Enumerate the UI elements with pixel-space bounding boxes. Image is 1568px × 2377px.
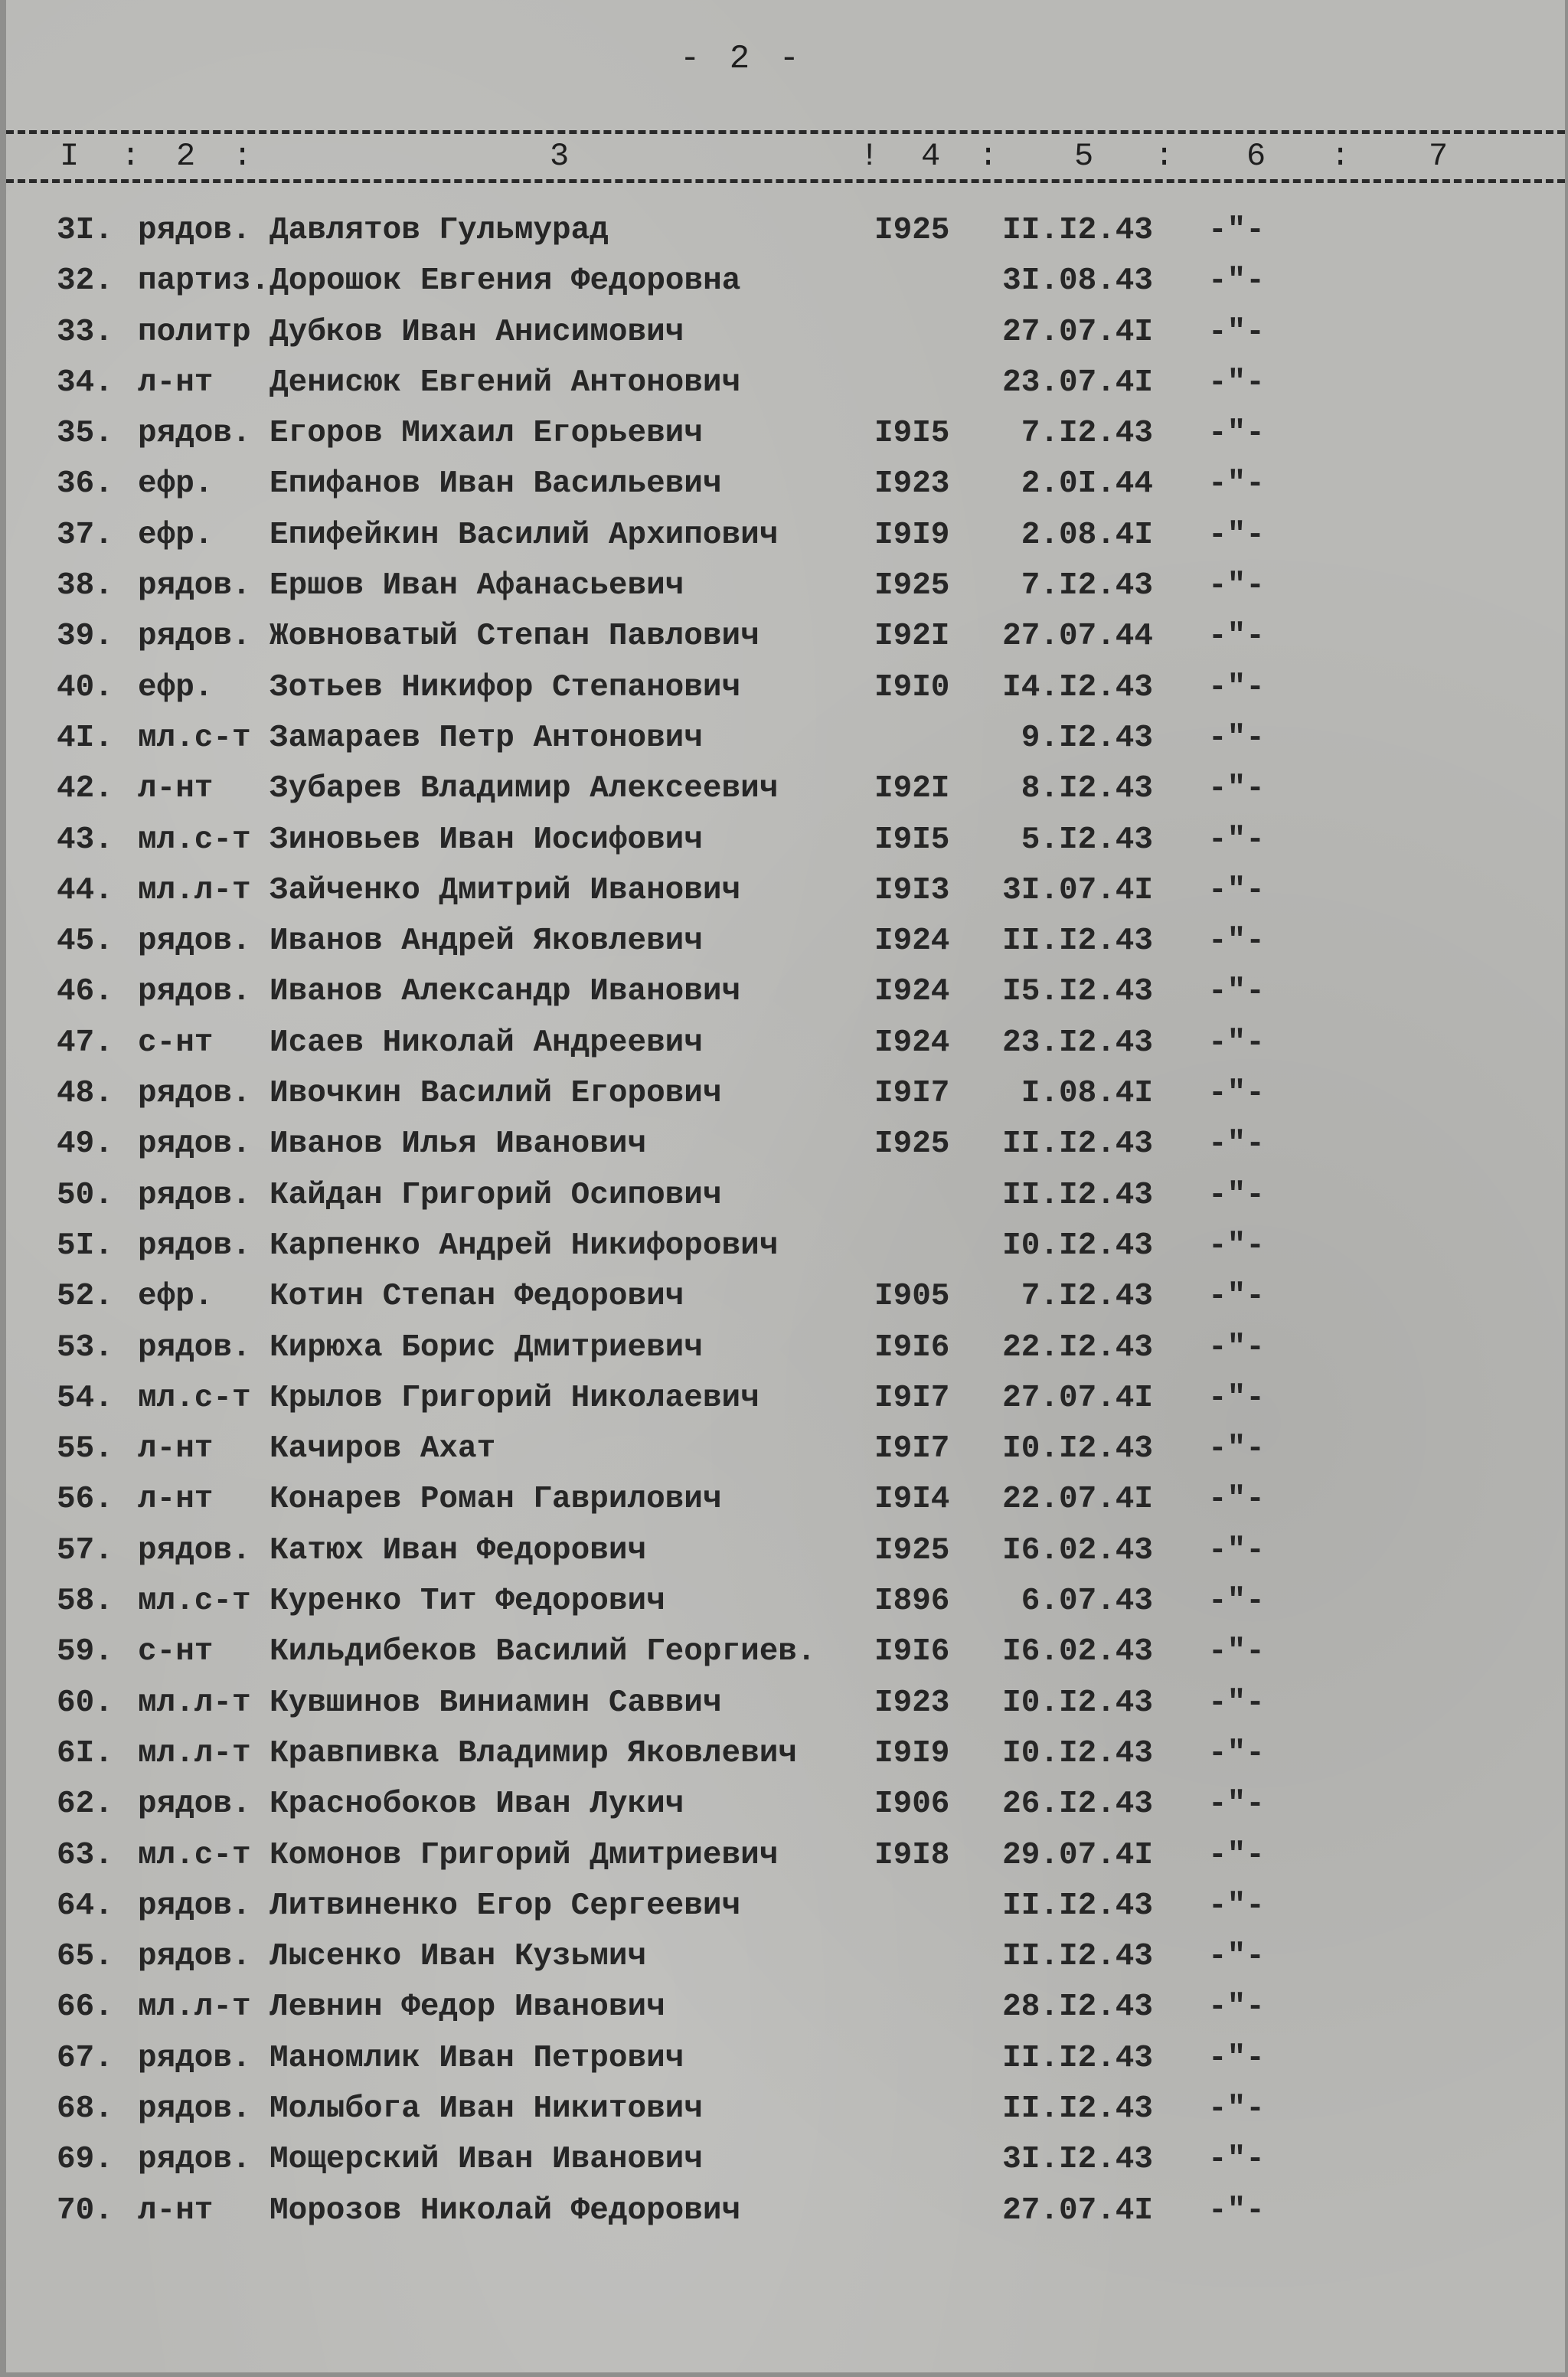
ditto-mark: -"-	[1208, 466, 1265, 502]
row-number: 59.	[57, 1634, 113, 1670]
date: 23.07.4I	[1002, 365, 1153, 401]
row-number: 52.	[57, 1279, 113, 1315]
full-name: Ершов Иван Афанасьевич	[270, 568, 684, 604]
military-rank: мл.с-т	[138, 1380, 251, 1416]
birth-year: I925	[874, 568, 950, 604]
row-number: 68.	[57, 2091, 113, 2127]
row-number: 69.	[57, 2142, 113, 2178]
table-row	[6, 1424, 1565, 1474]
ditto-mark: -"-	[1208, 263, 1265, 299]
row-number: 63.	[57, 1837, 113, 1873]
ditto-mark: -"-	[1208, 1329, 1265, 1365]
full-name: Морозов Николай Федорович	[270, 2192, 741, 2228]
row-number: 43.	[57, 822, 113, 858]
header-col-7: 7	[1429, 138, 1449, 175]
date: II.I2.43	[1002, 213, 1153, 248]
full-name: Зиновьев Иван Иосифович	[270, 822, 703, 858]
header-col-5: 5	[1074, 138, 1094, 175]
birth-year: I92I	[874, 771, 950, 807]
military-rank: ефр.	[138, 517, 214, 553]
table-row	[6, 307, 1565, 358]
full-name: Давлятов Гульмурад	[270, 213, 609, 248]
military-rank: рядов.	[138, 1888, 251, 1924]
header-col-3: 3	[550, 138, 570, 175]
birth-year: I925	[874, 1532, 950, 1568]
table-top-rule	[6, 130, 1565, 134]
table-row	[6, 1323, 1565, 1373]
table-row	[6, 713, 1565, 763]
date: 23.I2.43	[1002, 1025, 1153, 1061]
table-header-rule	[6, 179, 1565, 183]
military-rank: мл.с-т	[138, 822, 251, 858]
birth-year: I924	[874, 924, 950, 960]
table-row	[6, 916, 1565, 966]
table-row	[6, 408, 1565, 459]
header-col-4: 4	[921, 138, 941, 175]
ditto-mark: -"-	[1208, 416, 1265, 452]
header-col-1: I	[60, 138, 80, 175]
row-number: 56.	[57, 1482, 113, 1518]
table-row	[6, 966, 1565, 1017]
date: 3I.08.43	[1002, 263, 1153, 299]
table-row	[6, 815, 1565, 865]
row-number: 42.	[57, 771, 113, 807]
military-rank: рядов.	[138, 1939, 251, 1975]
birth-year: I9I7	[874, 1431, 950, 1467]
ditto-mark: -"-	[1208, 1025, 1265, 1061]
date: I0.I2.43	[1002, 1735, 1153, 1771]
ditto-mark: -"-	[1208, 2040, 1265, 2076]
military-rank: рядов.	[138, 1532, 251, 1568]
full-name: Конарев Роман Гаврилович	[270, 1482, 722, 1518]
row-number: 44.	[57, 872, 113, 908]
full-name: Зотьев Никифор Степанович	[270, 669, 741, 705]
row-number: 45.	[57, 924, 113, 960]
military-rank: мл.с-т	[138, 1837, 251, 1873]
military-rank: рядов.	[138, 2142, 251, 2178]
military-rank: л-нт	[138, 365, 214, 401]
ditto-mark: -"-	[1208, 1532, 1265, 1568]
birth-year: I9I5	[874, 822, 950, 858]
military-rank: мл.л-т	[138, 1990, 251, 2026]
birth-year: I924	[874, 974, 950, 1010]
full-name: Егоров Михаил Егорьевич	[270, 416, 703, 452]
date: 27.07.4I	[1002, 1380, 1153, 1416]
row-number: 49.	[57, 1126, 113, 1162]
military-rank: мл.л-т	[138, 872, 251, 908]
header-sep: :	[121, 138, 141, 175]
ditto-mark: -"-	[1208, 872, 1265, 908]
table-row	[6, 1627, 1565, 1677]
military-rank: л-нт	[138, 1482, 214, 1518]
row-number: 64.	[57, 1888, 113, 1924]
row-number: 3I.	[57, 213, 113, 248]
birth-year: I9I8	[874, 1837, 950, 1873]
table-row	[6, 1119, 1565, 1169]
full-name: Иванов Андрей Яковлевич	[270, 924, 703, 960]
date: I6.02.43	[1002, 1532, 1153, 1568]
date: 2.0I.44	[1021, 466, 1153, 502]
full-name: Дорошок Евгения Федоровна	[270, 263, 741, 299]
table-row	[6, 1779, 1565, 1829]
row-number: 55.	[57, 1431, 113, 1467]
military-rank: рядов.	[138, 619, 251, 655]
birth-year: I924	[874, 1025, 950, 1061]
date: 8.I2.43	[1021, 771, 1153, 807]
date: 27.07.4I	[1002, 314, 1153, 350]
full-name: Кирюха Борис Дмитриевич	[270, 1329, 703, 1365]
full-name: Зубарев Владимир Алексеевич	[270, 771, 779, 807]
birth-year: I9I3	[874, 872, 950, 908]
date: I5.I2.43	[1002, 974, 1153, 1010]
birth-year: I925	[874, 1126, 950, 1162]
date: I6.02.43	[1002, 1634, 1153, 1670]
full-name: Мощерский Иван Иванович	[270, 2142, 703, 2178]
table-row	[6, 1728, 1565, 1779]
military-rank: рядов.	[138, 416, 251, 452]
ditto-mark: -"-	[1208, 771, 1265, 807]
full-name: Епифейкин Василий Архипович	[270, 517, 779, 553]
table-row	[6, 358, 1565, 408]
ditto-mark: -"-	[1208, 720, 1265, 756]
military-rank: рядов.	[138, 1329, 251, 1365]
row-number: 66.	[57, 1990, 113, 2026]
date: II.I2.43	[1002, 1888, 1153, 1924]
table-row	[6, 2084, 1565, 2134]
birth-year: I923	[874, 466, 950, 502]
date: 7.I2.43	[1021, 1279, 1153, 1315]
date: II.I2.43	[1002, 1126, 1153, 1162]
table-row	[6, 1931, 1565, 1982]
full-name: Комонов Григорий Дмитриевич	[270, 1837, 779, 1873]
table-row	[6, 561, 1565, 611]
full-name: Маномлик Иван Петрович	[270, 2040, 684, 2076]
row-number: 37.	[57, 517, 113, 553]
table-row	[6, 1678, 1565, 1728]
table-row	[6, 510, 1565, 561]
birth-year: I92I	[874, 619, 950, 655]
date: 5.I2.43	[1021, 822, 1153, 858]
military-rank: рядов.	[138, 1076, 251, 1112]
ditto-mark: -"-	[1208, 1888, 1265, 1924]
full-name: Краснобоков Иван Лукич	[270, 1787, 684, 1823]
row-number: 46.	[57, 974, 113, 1010]
ditto-mark: -"-	[1208, 2091, 1265, 2127]
page-number: - 2 -	[680, 40, 805, 78]
table-row	[6, 1982, 1565, 2032]
table-row	[6, 865, 1565, 916]
date: 28.I2.43	[1002, 1990, 1153, 2026]
header-sep: :	[1155, 138, 1174, 175]
date: I0.I2.43	[1002, 1228, 1153, 1264]
full-name: Зайченко Дмитрий Иванович	[270, 872, 741, 908]
military-rank: партиз.	[138, 263, 270, 299]
military-rank: л-нт	[138, 2192, 214, 2228]
date: 29.07.4I	[1002, 1837, 1153, 1873]
military-rank: рядов.	[138, 213, 251, 248]
military-rank: мл.л-т	[138, 1735, 251, 1771]
ditto-mark: -"-	[1208, 1634, 1265, 1670]
ditto-mark: -"-	[1208, 974, 1265, 1010]
full-name: Молыбога Иван Никитович	[270, 2091, 703, 2127]
full-name: Замараев Петр Антонович	[270, 720, 703, 756]
row-number: 38.	[57, 568, 113, 604]
header-col-6: 6	[1246, 138, 1266, 175]
table-row	[6, 1170, 1565, 1221]
military-rank: мл.с-т	[138, 1584, 251, 1620]
full-name: Ивочкин Василий Егорович	[270, 1076, 722, 1112]
full-name: Епифанов Иван Васильевич	[270, 466, 722, 502]
row-number: 57.	[57, 1532, 113, 1568]
military-rank: л-нт	[138, 1431, 214, 1467]
ditto-mark: -"-	[1208, 568, 1265, 604]
row-number: 58.	[57, 1584, 113, 1620]
full-name: Куренко Тит Федорович	[270, 1584, 665, 1620]
ditto-mark: -"-	[1208, 213, 1265, 248]
ditto-mark: -"-	[1208, 1837, 1265, 1873]
full-name: Исаев Николай Андреевич	[270, 1025, 703, 1061]
ditto-mark: -"-	[1208, 517, 1265, 553]
military-rank: с-нт	[138, 1025, 214, 1061]
military-rank: рядов.	[138, 1787, 251, 1823]
full-name: Кайдан Григорий Осипович	[270, 1177, 722, 1213]
date: 22.07.4I	[1002, 1482, 1153, 1518]
military-rank: с-нт	[138, 1634, 214, 1670]
full-name: Кувшинов Виниамин Саввич	[270, 1685, 722, 1721]
table-row	[6, 1068, 1565, 1119]
header-sep: :	[233, 138, 253, 175]
date: 26.I2.43	[1002, 1787, 1153, 1823]
header-sep: !	[860, 138, 880, 175]
date: 9.I2.43	[1021, 720, 1153, 756]
full-name: Левнин Федор Иванович	[270, 1990, 665, 2026]
military-rank: рядов.	[138, 2091, 251, 2127]
table-row	[6, 2033, 1565, 2084]
ditto-mark: -"-	[1208, 1787, 1265, 1823]
ditto-mark: -"-	[1208, 1126, 1265, 1162]
date: II.I2.43	[1002, 2091, 1153, 2127]
row-number: 48.	[57, 1076, 113, 1112]
date: 3I.I2.43	[1002, 2142, 1153, 2178]
row-number: 65.	[57, 1939, 113, 1975]
date: II.I2.43	[1002, 2040, 1153, 2076]
military-rank: ефр.	[138, 1279, 214, 1315]
birth-year: I9I6	[874, 1329, 950, 1365]
ditto-mark: -"-	[1208, 1482, 1265, 1518]
full-name: Котин Степан Федорович	[270, 1279, 684, 1315]
table-row	[6, 256, 1565, 306]
table-row	[6, 1271, 1565, 1322]
birth-year: I9I4	[874, 1482, 950, 1518]
military-rank: рядов.	[138, 1177, 251, 1213]
row-number: 54.	[57, 1380, 113, 1416]
table-row	[6, 662, 1565, 713]
row-number: 47.	[57, 1025, 113, 1061]
row-number: 50.	[57, 1177, 113, 1213]
row-number: 32.	[57, 263, 113, 299]
table-row	[6, 1474, 1565, 1525]
ditto-mark: -"-	[1208, 1076, 1265, 1112]
ditto-mark: -"-	[1208, 1380, 1265, 1416]
row-number: 39.	[57, 619, 113, 655]
row-number: 62.	[57, 1787, 113, 1823]
date: I0.I2.43	[1002, 1685, 1153, 1721]
full-name: Дубков Иван Анисимович	[270, 314, 684, 350]
header-col-2: 2	[176, 138, 196, 175]
date: 27.07.44	[1002, 619, 1153, 655]
birth-year: I9I6	[874, 1634, 950, 1670]
row-number: 34.	[57, 365, 113, 401]
ditto-mark: -"-	[1208, 1939, 1265, 1975]
full-name: Карпенко Андрей Никифорович	[270, 1228, 779, 1264]
ditto-mark: -"-	[1208, 1735, 1265, 1771]
table-row	[6, 1881, 1565, 1931]
row-number: 36.	[57, 466, 113, 502]
table-row	[6, 2134, 1565, 2185]
table-row	[6, 763, 1565, 814]
row-number: 5I.	[57, 1228, 113, 1264]
birth-year: I925	[874, 213, 950, 248]
header-sep: :	[978, 138, 998, 175]
ditto-mark: -"-	[1208, 1990, 1265, 2026]
ditto-mark: -"-	[1208, 822, 1265, 858]
date: 22.I2.43	[1002, 1329, 1153, 1365]
birth-year: I896	[874, 1584, 950, 1620]
table-row	[6, 1525, 1565, 1576]
full-name: Катюх Иван Федорович	[270, 1532, 647, 1568]
row-number: 6I.	[57, 1735, 113, 1771]
ditto-mark: -"-	[1208, 669, 1265, 705]
date: 3I.07.4I	[1002, 872, 1153, 908]
date: I.08.4I	[1021, 1076, 1153, 1112]
full-name: Лысенко Иван Кузьмич	[270, 1939, 647, 1975]
military-rank: рядов.	[138, 974, 251, 1010]
birth-year: I9I5	[874, 416, 950, 452]
military-rank: рядов.	[138, 568, 251, 604]
date: II.I2.43	[1002, 1939, 1153, 1975]
full-name: Денисюк Евгений Антонович	[270, 365, 741, 401]
ditto-mark: -"-	[1208, 1177, 1265, 1213]
table-row	[6, 611, 1565, 662]
table-row	[6, 1373, 1565, 1424]
table-row	[6, 1576, 1565, 1627]
table-row	[6, 2186, 1565, 2236]
military-rank: ефр.	[138, 669, 214, 705]
date: 7.I2.43	[1021, 416, 1153, 452]
military-rank: рядов.	[138, 1126, 251, 1162]
ditto-mark: -"-	[1208, 2192, 1265, 2228]
table-row	[6, 1221, 1565, 1271]
military-rank: рядов.	[138, 2040, 251, 2076]
table-row	[6, 459, 1565, 509]
date: 27.07.4I	[1002, 2192, 1153, 2228]
date: 6.07.43	[1021, 1584, 1153, 1620]
row-number: 40.	[57, 669, 113, 705]
birth-year: I9I7	[874, 1076, 950, 1112]
ditto-mark: -"-	[1208, 924, 1265, 960]
table-row	[6, 205, 1565, 256]
military-rank: ефр.	[138, 466, 214, 502]
full-name: Кравпивка Владимир Яковлевич	[270, 1735, 797, 1771]
row-number: 53.	[57, 1329, 113, 1365]
full-name: Крылов Григорий Николаевич	[270, 1380, 760, 1416]
ditto-mark: -"-	[1208, 1431, 1265, 1467]
casualty-list	[6, 205, 1565, 2236]
header-sep: :	[1331, 138, 1351, 175]
document-page	[6, 0, 1565, 2372]
row-number: 67.	[57, 2040, 113, 2076]
row-number: 60.	[57, 1685, 113, 1721]
full-name: Кильдибеков Василий Георгиев.	[270, 1634, 816, 1670]
military-rank: л-нт	[138, 771, 214, 807]
date: II.I2.43	[1002, 924, 1153, 960]
ditto-mark: -"-	[1208, 314, 1265, 350]
date: I4.I2.43	[1002, 669, 1153, 705]
ditto-mark: -"-	[1208, 1685, 1265, 1721]
ditto-mark: -"-	[1208, 1228, 1265, 1264]
ditto-mark: -"-	[1208, 2142, 1265, 2178]
military-rank: мл.с-т	[138, 720, 251, 756]
row-number: 70.	[57, 2192, 113, 2228]
full-name: Качиров Ахат	[270, 1431, 496, 1467]
military-rank: политр	[138, 314, 251, 350]
date: II.I2.43	[1002, 1177, 1153, 1213]
military-rank: рядов.	[138, 1228, 251, 1264]
full-name: Иванов Илья Иванович	[270, 1126, 647, 1162]
ditto-mark: -"-	[1208, 1584, 1265, 1620]
birth-year: I906	[874, 1787, 950, 1823]
birth-year: I9I9	[874, 517, 950, 553]
date: I0.I2.43	[1002, 1431, 1153, 1467]
birth-year: I9I0	[874, 669, 950, 705]
birth-year: I9I7	[874, 1380, 950, 1416]
birth-year: I923	[874, 1685, 950, 1721]
birth-year: I905	[874, 1279, 950, 1315]
ditto-mark: -"-	[1208, 1279, 1265, 1315]
date: 2.08.4I	[1021, 517, 1153, 553]
ditto-mark: -"-	[1208, 619, 1265, 655]
row-number: 35.	[57, 416, 113, 452]
military-rank: мл.л-т	[138, 1685, 251, 1721]
full-name: Иванов Александр Иванович	[270, 974, 741, 1010]
full-name: Жовноватый Степан Павлович	[270, 619, 760, 655]
table-row	[6, 1018, 1565, 1068]
ditto-mark: -"-	[1208, 365, 1265, 401]
row-number: 4I.	[57, 720, 113, 756]
table-row	[6, 1830, 1565, 1881]
military-rank: рядов.	[138, 924, 251, 960]
full-name: Литвиненко Егор Сергеевич	[270, 1888, 741, 1924]
row-number: 33.	[57, 314, 113, 350]
birth-year: I9I9	[874, 1735, 950, 1771]
date: 7.I2.43	[1021, 568, 1153, 604]
